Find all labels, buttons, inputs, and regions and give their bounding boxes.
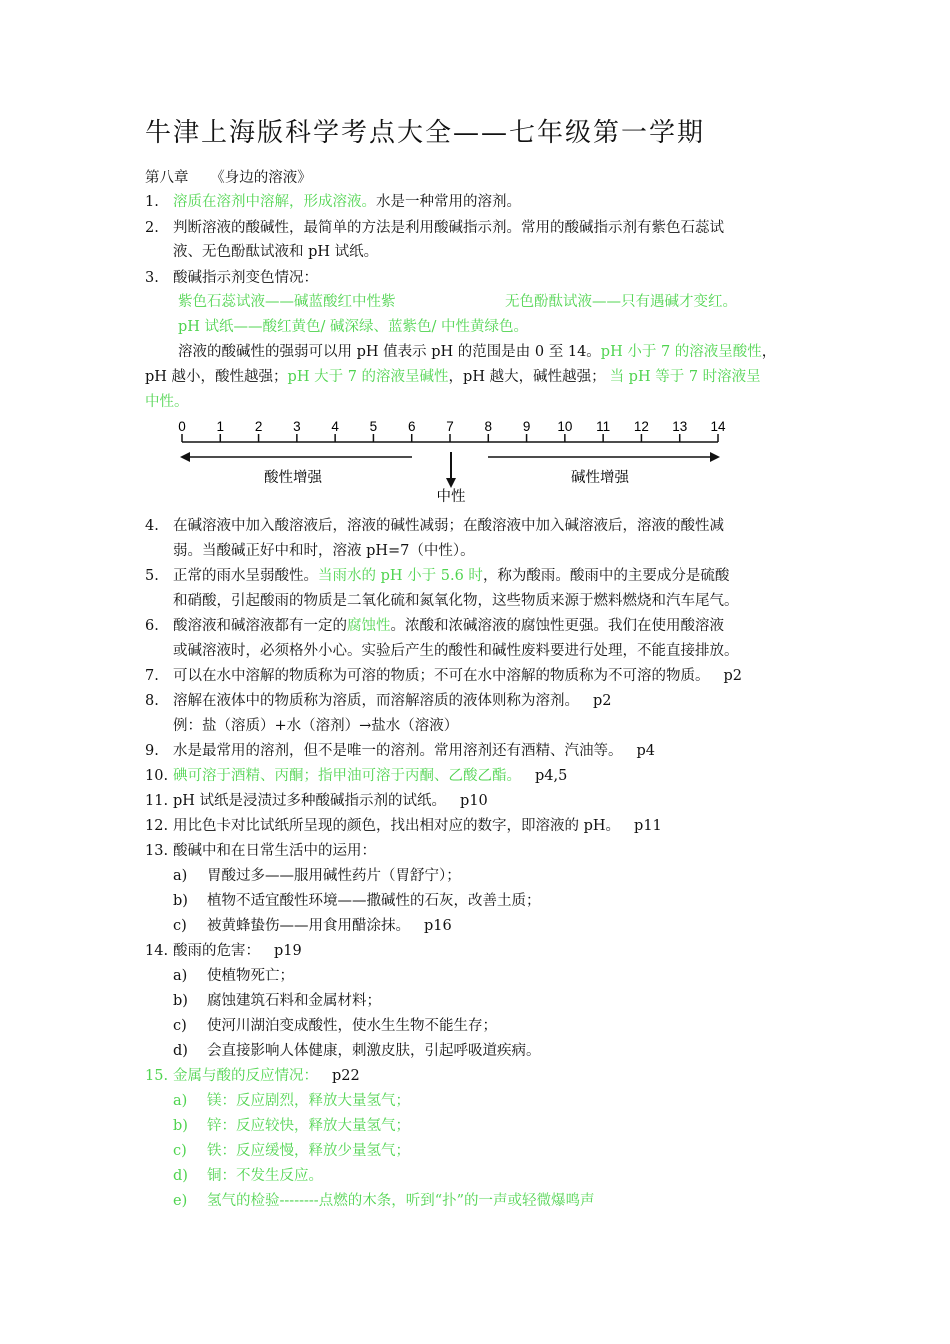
ph-scale-diagram [0, 0, 950, 520]
highlight-text: pH 大于 7 的溶液呈碱性 [287, 369, 449, 385]
item-8 [173, 691, 612, 711]
item-2-line-2: 液、无色酚酞试液和 pH 试纸。 [173, 244, 379, 260]
acid-arrowhead [180, 452, 190, 462]
page-ref: p2 [593, 693, 612, 709]
litmus-rule: 紫色石蕊试液——碱蓝酸红中性紫 [178, 294, 396, 310]
ph-tick-label: 9 [522, 419, 531, 434]
item-number: 5. [145, 568, 159, 584]
neutral-label: 中性 [436, 489, 466, 505]
sub-item-text: 锌：反应较快，释放大量氢气； [207, 1118, 410, 1134]
ph-text: ， [761, 344, 777, 360]
acid-label: 酸性增强 [264, 470, 322, 486]
highlight-text: 当雨水的 pH 小于 5.6 时 [318, 568, 483, 584]
base-label: 碱性增强 [571, 470, 629, 486]
page-ref: p4,5 [535, 768, 568, 784]
item-number: 6. [145, 618, 159, 634]
item-text: 水是一种常用的溶剂。 [376, 194, 521, 210]
ph-text: ，pH 越大，碱性越强； [448, 369, 606, 385]
page-ref: p2 [723, 668, 743, 684]
ph-text: 溶液的酸碱性的强弱可以用 pH 值表示 pH 的范围是由 0 至 14。 [178, 344, 601, 360]
sub-item-label: d) [173, 1043, 188, 1059]
chapter-heading: 第八章 《身边的溶液》 [145, 170, 312, 186]
highlight-text: 腐蚀性 [347, 618, 391, 634]
ph-tick-label: 8 [484, 419, 493, 434]
ph-tick-label: 14 [710, 419, 726, 434]
item-number: 11. [145, 793, 169, 809]
ph-tick-label: 5 [369, 419, 378, 434]
item-text: 正常的雨水呈弱酸性。 [173, 568, 318, 584]
item-number: 3. [145, 270, 159, 286]
item-number: 9. [145, 743, 159, 759]
item-text: 水是最常用的溶剂，但不是唯一的溶剂。常用溶剂还有酒精、汽油等。 [173, 743, 623, 759]
item-number: 14. [145, 943, 169, 959]
item-number: 2. [145, 220, 159, 236]
item-number: 4. [145, 518, 159, 534]
item-number: 1. [145, 194, 159, 210]
item-14 [173, 941, 302, 961]
item-12 [173, 816, 662, 836]
page-ref: p16 [424, 918, 452, 934]
item-6-line-2: 或碱溶液时，必须格外小心。实验后产生的酸性和碱性废料要进行处理，不能直接排放。 [173, 643, 739, 659]
ph-tick-label: 3 [293, 419, 301, 434]
ph-tick-label: 4 [331, 419, 339, 434]
sub-item-label: b) [173, 993, 188, 1009]
sub-item-label: a) [173, 868, 188, 884]
ph-text: pH 越小，酸性越强； [145, 369, 288, 385]
ph-tick-label: 0 [178, 419, 186, 434]
sub-item-text: 铜：不发生反应。 [207, 1168, 323, 1184]
sub-item-label: c) [173, 1143, 187, 1159]
neutral-arrowhead [446, 478, 456, 488]
item-3-line-1: 酸碱指示剂变色情况： [173, 270, 318, 286]
item-15 [173, 1066, 360, 1086]
item-number: 15. [145, 1068, 169, 1084]
item-13: 酸碱中和在日常生活中的运用： [173, 843, 376, 859]
item-text: pH 试纸是浸渍过多种酸碱指示剂的试纸。 [173, 793, 447, 809]
sub-item-text: 会直接影响人体健康，刺激皮肤，引起呼吸道疾病。 [207, 1043, 541, 1059]
highlight-text: 碘可溶于酒精、丙酮；指甲油可溶于丙酮、乙酸乙酯。 [173, 768, 521, 784]
item-11 [173, 791, 488, 811]
ph-scale-ticks [178, 419, 726, 442]
item-10 [173, 766, 567, 786]
sub-item-text: 植物不适宜酸性环境——撒碱性的石灰，改善土质； [207, 893, 541, 909]
highlight-text: 金属与酸的反应情况： [173, 1068, 318, 1084]
highlight-text: 溶质在溶剂中溶解，形成溶液。 [173, 194, 376, 210]
item-number: 8. [145, 693, 159, 709]
item-text: ，称为酸雨。酸雨中的主要成分是硫酸 [482, 568, 730, 584]
ph-tick-label: 10 [557, 419, 573, 434]
sub-item-label: e) [173, 1193, 188, 1209]
item-4-line-2: 弱。当酸碱正好中和时，溶液 pH=7（中性）。 [173, 543, 475, 559]
ph-paper-rule: pH 试纸——酸红黄色/ 碱深绿、蓝紫色/ 中性黄绿色。 [178, 319, 529, 335]
sub-item-label: b) [173, 893, 188, 909]
highlight-text: 当 pH 等于 7 时溶液呈 [609, 369, 761, 385]
ph-tick-label: 1 [216, 419, 225, 434]
sub-item-text: 铁：反应缓慢，释放少量氢气； [207, 1143, 410, 1159]
item-text: 用比色卡对比试纸所呈现的颜色，找出相对应的数字，即溶液的 pH。 [173, 818, 621, 834]
sub-item-label: a) [173, 1093, 188, 1109]
page-ref: p19 [274, 943, 302, 959]
sub-item-text: 镁：反应剧烈，释放大量氢气； [207, 1093, 410, 1109]
item-number: 12. [145, 818, 169, 834]
page-ref: p11 [634, 818, 662, 834]
sub-item-text: 腐蚀建筑石料和金属材料； [207, 993, 381, 1009]
sub-item-label: c) [173, 1018, 187, 1034]
ph-paragraph-line-3: 中性。 [145, 394, 189, 410]
page-ref: p4 [636, 743, 656, 759]
highlight-text: pH 小于 7 的溶液呈酸性 [600, 344, 762, 360]
item-7 [173, 666, 742, 686]
ph-tick-label: 6 [407, 419, 416, 434]
item-text: 酸溶液和碱溶液都有一定的 [173, 618, 347, 634]
item-text: 酸雨的危害： [173, 943, 260, 959]
item-8-example: 例：盐（溶质）+水（溶剂）→盐水（溶液） [173, 718, 459, 734]
item-text: 被黄蜂蛰伤——用食用醋涂抹。 [207, 918, 410, 934]
sub-item-text [207, 916, 452, 936]
item-5-line-2: 和硝酸，引起酸雨的物质是二氧化硫和氮氧化物，这些物质来源于燃料燃烧和汽车尾气。 [173, 593, 739, 609]
sub-item-label: a) [173, 968, 188, 984]
sub-item-text: 使河川湖泊变成酸性，使水生生物不能生存； [207, 1018, 497, 1034]
sub-item-text: 使植物死亡； [207, 968, 294, 984]
page-ref: p10 [460, 793, 488, 809]
item-number: 13. [145, 843, 169, 859]
sub-item-label: b) [173, 1118, 188, 1134]
item-number: 7. [145, 668, 159, 684]
sub-item-label: d) [173, 1168, 188, 1184]
ph-tick-label: 13 [672, 419, 688, 434]
item-6-line-1 [173, 616, 724, 636]
item-2-line-1: 判断溶液的酸碱性，最简单的方法是利用酸碱指示剂。常用的酸碱指示剂有紫色石蕊试 [173, 220, 724, 236]
page-ref: p22 [332, 1068, 360, 1084]
sub-item-text: 胃酸过多——服用碱性药片（胃舒宁）； [207, 868, 461, 884]
item-text: 。浓酸和浓碱溶液的腐蚀性更强。我们在使用酸溶液 [390, 618, 724, 634]
item-text: 可以在水中溶解的物质称为可溶的物质；不可在水中溶解的物质称为不可溶的物质。 [173, 668, 710, 684]
item-4-line-1: 在碱溶液中加入酸溶液后，溶液的碱性减弱；在酸溶液中加入碱溶液后，溶液的酸性减 [173, 518, 724, 534]
sub-item-label: c) [173, 918, 187, 934]
ph-tick-label: 7 [446, 419, 454, 434]
sub-item-text: 氢气的检验--------点燃的木条，听到“扑”的一声或轻微爆鸣声 [207, 1193, 595, 1209]
base-arrowhead [710, 452, 720, 462]
item-text: 溶解在液体中的物质称为溶质，而溶解溶质的液体则称为溶剂。 [173, 693, 579, 709]
phenolphthalein-rule: 无色酚酞试液——只有遇碱才变红。 [505, 294, 737, 310]
ph-tick-label: 11 [596, 419, 611, 434]
ph-tick-label: 2 [254, 419, 263, 434]
page-title: 牛津上海版科学考点大全——七年级第一学期 [145, 118, 706, 148]
ph-tick-label: 12 [633, 419, 649, 434]
item-9 [173, 741, 655, 761]
item-5-line-1 [173, 566, 729, 586]
item-number: 10. [145, 768, 169, 784]
